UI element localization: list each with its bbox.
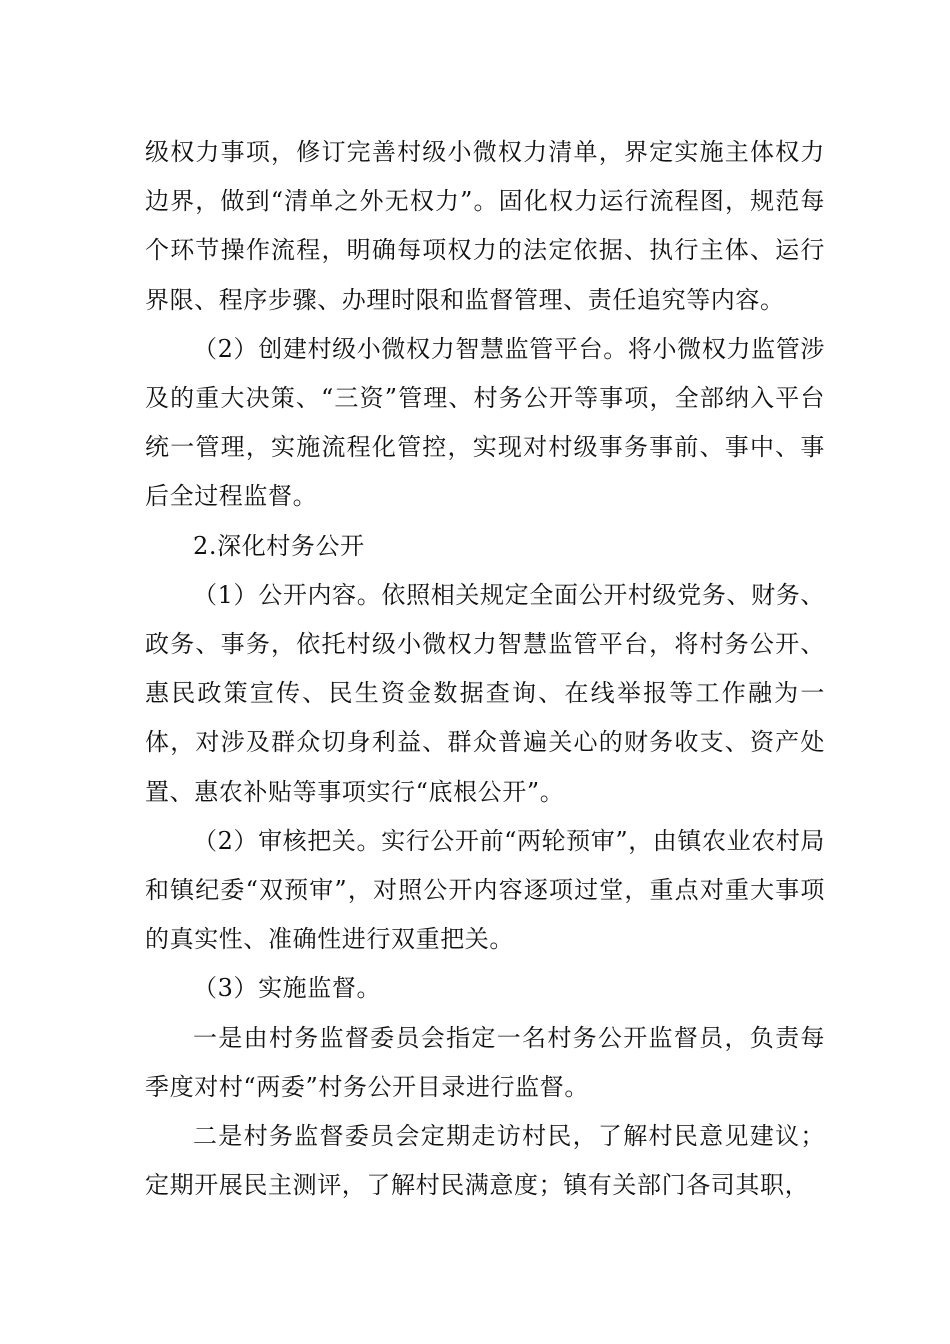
paragraph-3: （1）公开内容。依照相关规定全面公开村级党务、财务、政务、事务，依托村级小微权力智慧监管平台，将村务公开、惠民政策宣传、民生资金数据查询、在线举报等工作融为一体，对涉及群众切身利益、群众普遍关心的财务收支、资产处置、惠农补贴等事项实行“底根公开”。 xyxy=(145,580,825,806)
paragraph-1: 级权力事项，修订完善村级小微权力清单，界定实施主体权力边界，做到“清单之外无权力”。固化权力运行流程图，规范每个环节操作流程，明确每项权力的法定依据、执行主体、运行界限、程序步骤、办理时限和监督管理、责任追究等内容。 xyxy=(145,138,825,314)
paragraph-6: 一是由村务监督委员会指定一名村务公开监督员，负责每季度对村“两委”村务公开目录进行监督。 xyxy=(145,1023,825,1101)
body-text xyxy=(145,128,825,1210)
paragraph-7: 二是村务监督委员会定期走访村民，了解村民意见建议；定期开展民主测评，了解村民满意度；镇有关部门各司其职， xyxy=(145,1122,825,1200)
paragraph-5: （3）实施监督。 xyxy=(193,974,382,1003)
section-heading: 2.深化村务公开 xyxy=(193,531,365,560)
paragraph-4: （2）审核把关。实行公开前“两轮预审”，由镇农业农村局和镇纪委“双预审”，对照公开内容逐项过堂，重点对重大事项的真实性、准确性进行双重把关。 xyxy=(145,826,826,954)
paragraph-2: （2）创建村级小微权力智慧监管平台。将小微权力监管涉及的重大决策、“三资”管理、村务公开等事项，全部纳入平台统一管理，实施流程化管控，实现对村级事务事前、事中、事后全过程监督。 xyxy=(145,334,825,511)
